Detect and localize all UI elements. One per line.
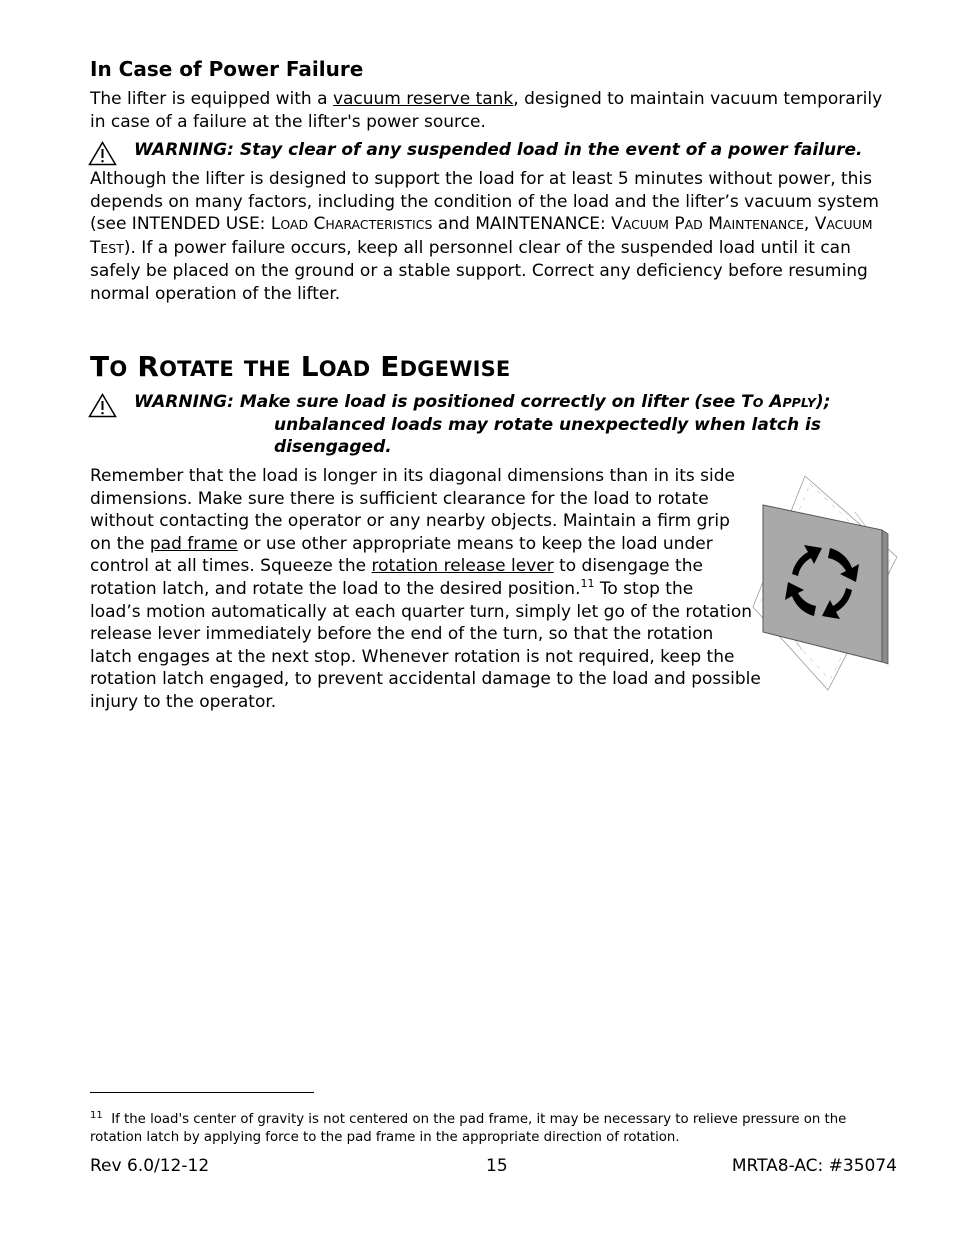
load-panel <box>763 505 882 662</box>
rotation-release-lever-term: rotation release lever <box>371 556 554 577</box>
section-heading-power-failure: In Case of Power Failure <box>90 57 364 81</box>
load-panel-edge <box>882 530 888 664</box>
footnote-mark: 11 <box>90 1110 103 1121</box>
page-number: 15 <box>486 1156 508 1176</box>
footer-document-id: MRTA8-AC: #35074 <box>731 1156 897 1176</box>
ref-vacuum-test: VACUUM TEST <box>90 214 873 258</box>
power-failure-body: Although the lifter is designed to support the load for at least 5 minutes without power, this depends on many factors, including the condition of the load and the lifter’s vacuum system (see INTENDED USE: LOAD CHARACTERISTICS and MAINTENANCE: VACUUM PAD MAINTENANCE, VACUUM TEST). If a power failure occurs, keep all personnel clear of the suspended load until it can safely be placed on the ground or a stable support. Correct any deficiency before resuming normal operation of the lifter. <box>90 169 879 304</box>
vacuum-reserve-tank-term: vacuum reserve tank <box>332 89 514 109</box>
footnote-reference[interactable]: 11 <box>580 576 595 590</box>
rotation-instructions: Remember that the load is longer in its diagonal dimensions than in its side dimensions. Make sure there is sufficient clearance for the load to rotate without contacting the operator or any nearby objects. Maintain a firm grip on the pad frame or use other appropriate means to keep the load under control at all times. Squeeze the rotation release lever to disengage the rotation latch, and rotate the load to the desired position.$^{11}$ To stop the load’s motion automatically at each quarter turn, simply let go of the rotation release lever immediately before the end of the turn, so that the rotation latch engages at the next stop. Whenever rotation is not required, keep the rotation latch engaged, to prevent accidental damage to the load and possible injury to the operator. <box>90 466 761 712</box>
footer-revision: Rev 6.0/12-12 <box>90 1156 210 1176</box>
warning-triangle-icon <box>88 141 117 166</box>
ref-vacuum-pad-maintenance: VACUUM PAD MAINTENANCE <box>611 214 804 235</box>
rotation-warning: WARNING: Make sure load is positioned correctly on lifter (see TO APPLY); unbalanced loads may rotate unexpectedly when latch is disengaged. <box>88 391 908 461</box>
footnote-separator <box>90 1092 314 1093</box>
section-heading-rotate-load: TO ROTATE THE LOAD EDGEWISE <box>90 350 511 383</box>
footnote: $^{11}$ If the load's center of gravity is not centered on the pad frame, it may be necessary to relieve pressure on the rotation latch by applying force to the pad frame in the appropriate direction of rotation. <box>90 1110 847 1145</box>
ref-load-characteristics: LOAD CHARACTERISTICS <box>270 214 433 235</box>
warning-triangle-icon <box>88 393 117 418</box>
ref-to-apply: TO APPLY <box>741 392 816 412</box>
rotate-load-illustration <box>750 472 900 697</box>
power-failure-intro: The lifter is equipped with a vacuum reserve tank, designed to maintain vacuum temporarily in case of a failure at the lifter's power source. <box>90 89 883 132</box>
pad-frame-term: pad frame <box>149 533 238 554</box>
